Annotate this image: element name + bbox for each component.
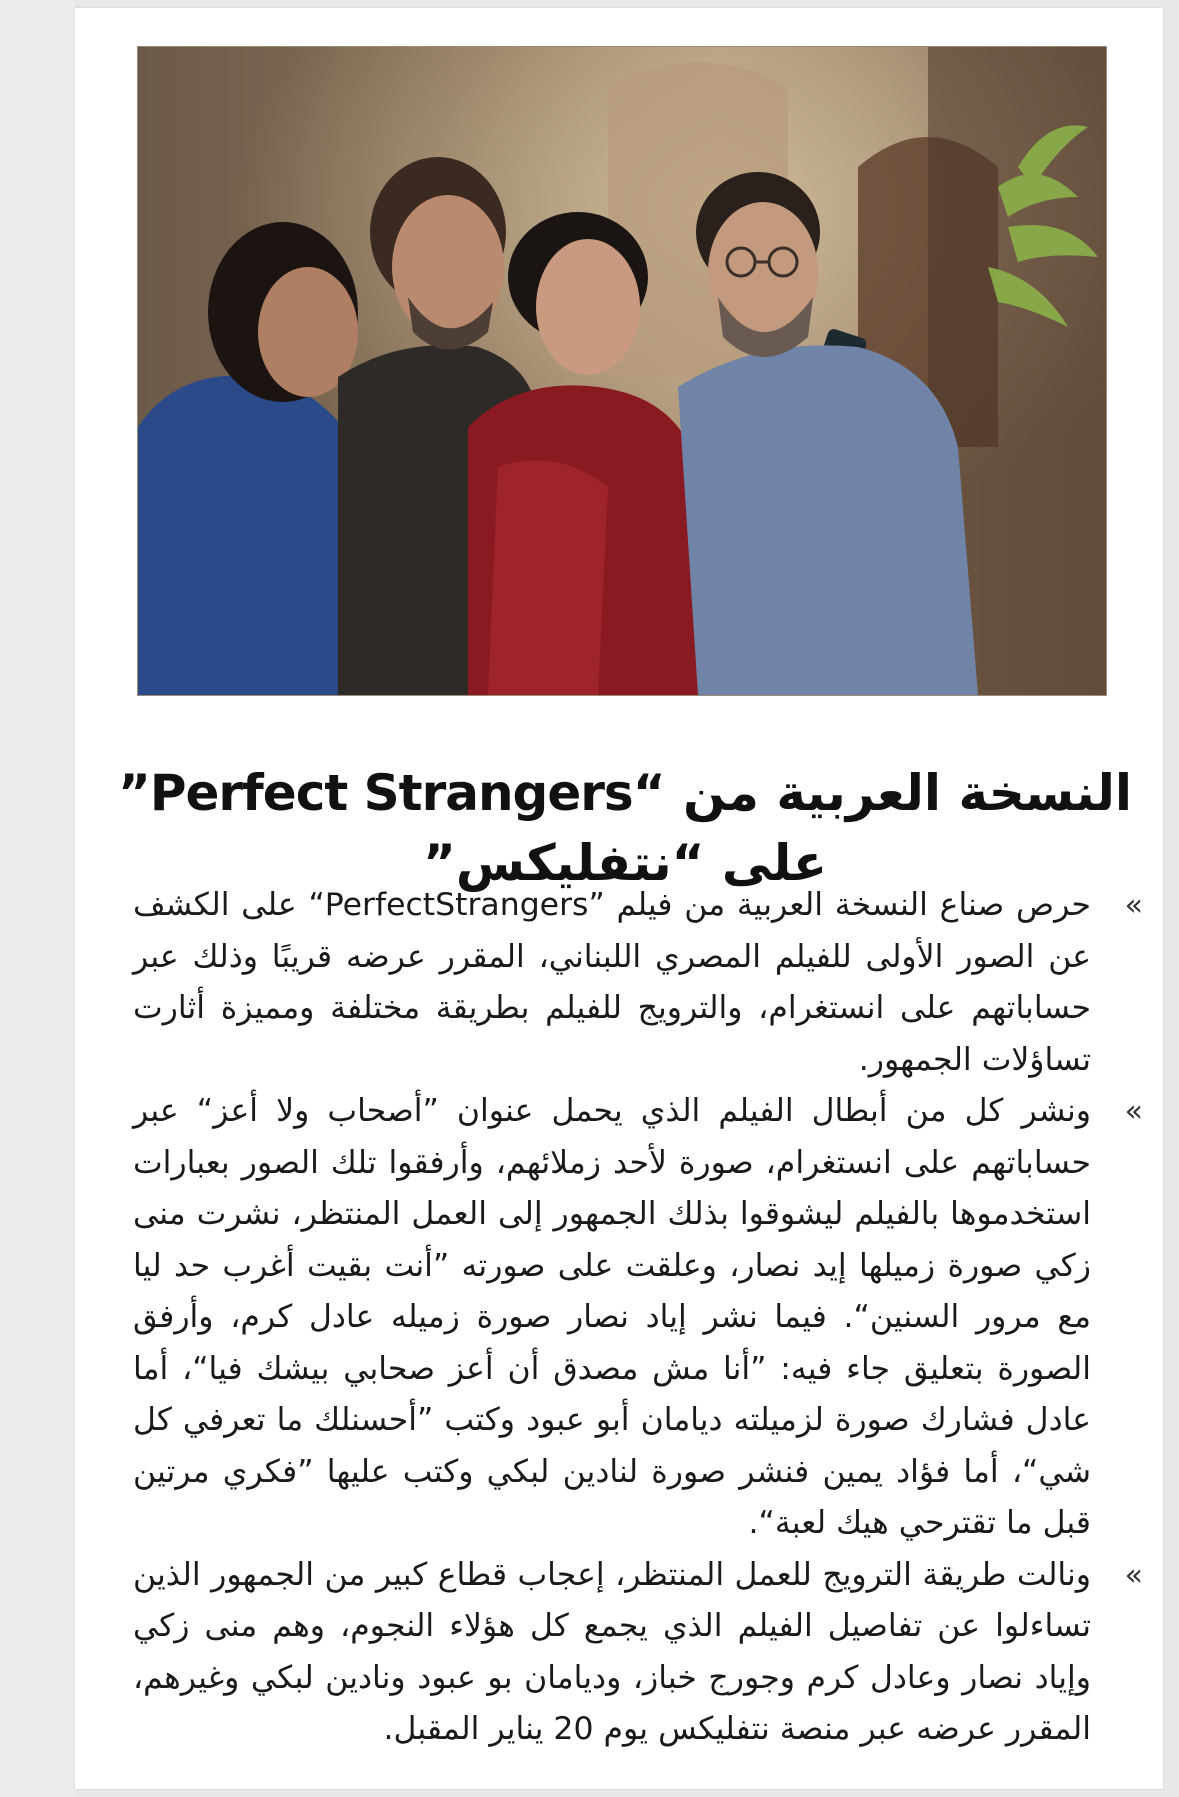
bullet-icon: » (1124, 1094, 1143, 1129)
article-paragraph (133, 880, 1143, 1086)
bullet-icon: » (1124, 888, 1143, 923)
article-headline: النسخة العربية من “Perfect Strangers” على “نتفليكس” (117, 764, 1133, 892)
bullet-icon: » (1124, 1557, 1143, 1593)
newspaper-page (75, 8, 1163, 1789)
scan-margin (0, 0, 75, 1797)
article-photo (137, 46, 1107, 696)
article-body (133, 880, 1143, 1756)
paragraph-text: حرص صناع النسخة العربية من فيلم ”PerfectStrangers“ على الكشف عن الصور الأولى للفيلم المصري اللبناني، المقرر عرضه قريبًا وذلك عبر حساباتهم على انستغرام، والترويج للفيلم بطريقة مختلفة ومميزة أثارت تساؤلات الجمهور. (133, 887, 1091, 1078)
paragraph-text: ونالت طريقة الترويج للعمل المنتظر، إعجاب قطاع كبير من الجمهور الذين تساءلوا عن تفاصيل الفيلم الذي يجمع كل هؤلاء النجوم، وهم منى زكي وإياد نصار وعادل كرم وجورج خباز، وديامان بو عبود ونادين لبكي وغيرهم، المقرر عرضه عبر منصة نتفليكس يوم 20 يناير المقبل. (133, 1556, 1091, 1747)
paragraph-text: ونشر كل من أبطال الفيلم الذي يحمل عنوان ”أصحاب ولا أعز“ عبر حساباتهم على انستغرام، صورة لأحد زملائهم، وأرفقوا تلك الصور بعبارات استخدموها بالفيلم ليشوقوا بذلك الجمهور إلى العمل المنتظر، نشرت منى زكي صورة زميلها إيد نصار، وعلقت على صورته ”أنت بقيت أغرب حد ليا مع مرور السنين“. فيما نشر إياد نصار صورة زميله عادل كرم، وأرفق الصورة بتعليق جاء فيه: ”أنا مش مصدق أن أعز صحابي بيشك فيا“، أما عادل فشارك صورة لزميلته ديامان أبو عبود وكتب ”أحسنلك ما تعرفي كل شي“، أما فؤاد يمين فنشر صورة لنادين لبكي وكتب عليها ”فكري مرتين قبل ما تقترحي هيك لعبة“. (133, 1093, 1091, 1541)
article-paragraph (133, 1550, 1143, 1756)
article-paragraph (133, 1086, 1143, 1550)
